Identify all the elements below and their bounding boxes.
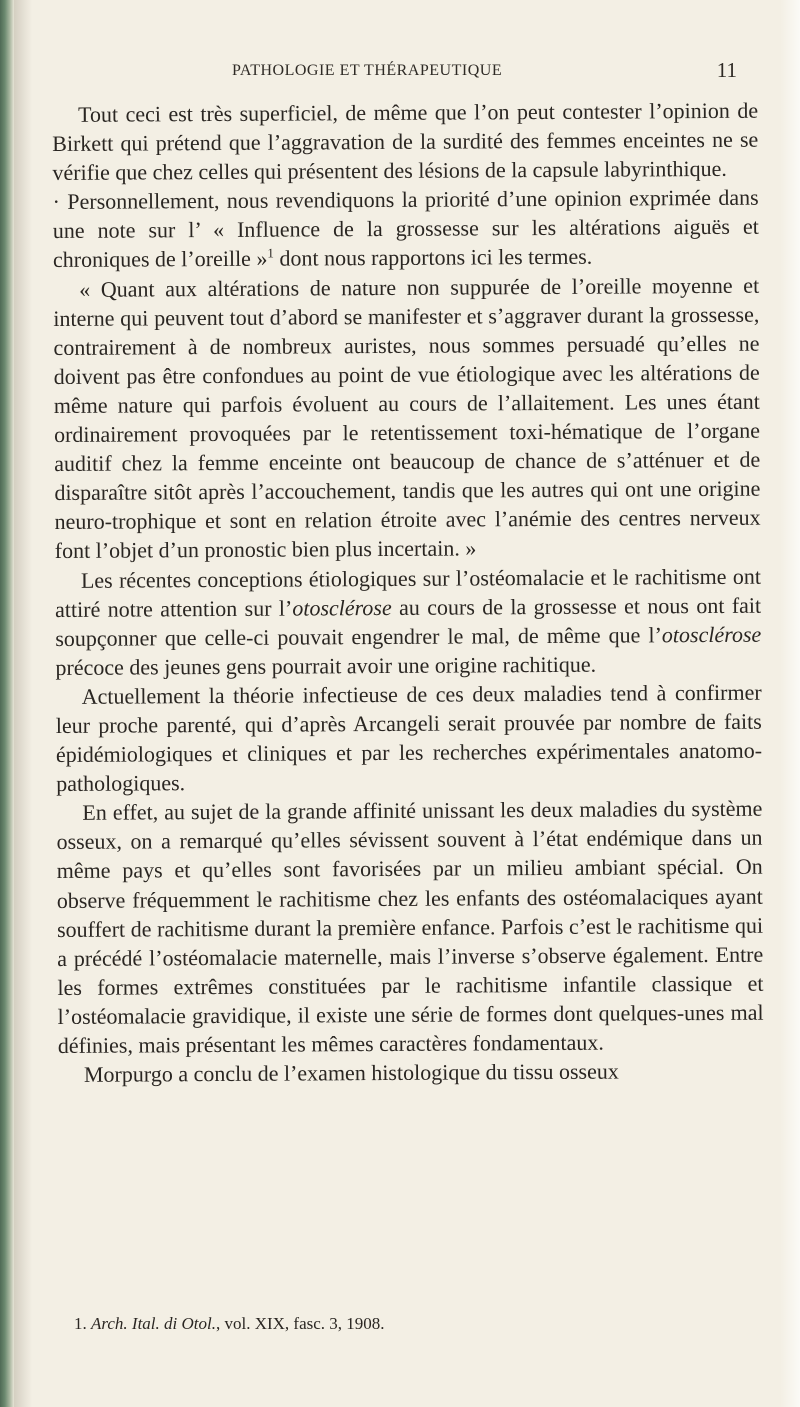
footnote	[74, 1313, 754, 1335]
paragraph-4	[55, 561, 762, 682]
paragraph-7: Morpurgo a conclu de l’examen histologique du tissu osseux	[83, 1058, 619, 1087]
paragraph-2-text: Personnellement, nous revendiquons la priorité d’une opinion exprimée dans une note sur l’ « Influence de la grossesse sur les altérations aiguës et chroniques de l’oreille »	[52, 184, 759, 273]
book-binding-edge	[0, 0, 14, 1407]
footnote-reference: 1	[267, 245, 274, 261]
term-otosclerose-2: otosclérose	[661, 621, 762, 647]
paragraph-1: Tout ceci est très superficiel, de même que l’on peut contester l’opinion de Birkett qui prétend que l’aggravation de la surdité des femmes enceintes ne se vérifie que chez celles qui présentent des lésions de la capsule labyrinthique.	[52, 97, 759, 186]
page-edge	[780, 0, 800, 1407]
paragraph-4-c: précoce des jeunes gens pourrait avoir une origine rachitique.	[55, 651, 597, 680]
page-header	[232, 58, 737, 88]
body-text	[52, 96, 764, 1089]
paragraph-5: Actuellement la théorie infectieuse de ces deux maladies tend à confirmer leur proche parenté, qui d’après Arcangeli serait prouvée par nombre de faits épidémiologiques et cliniques et par les recherches expérimentales anatomo-pathologiques.	[55, 679, 763, 797]
footnote-number: 1.	[74, 1314, 87, 1333]
paragraph-4-b: au cours de la grossesse et nous ont fait soupçonner que celle-ci pouvait engendrer le mal, de même que l’	[55, 592, 762, 651]
paragraph-3-quote: « Quant aux altérations de nature non suppurée de l’oreille moyenne et interne qui peuvent tout d’abord se manifester et s’aggraver durant la grossesse, contrairement à de nombreux auristes, nous sommes persuadé qu’elles ne doivent pas être confondues au point de vue étiologique avec les altérations de même nature qui parfois évoluent au cours de l’allaitement. Les unes étant ordinairement provoquées par le retentissement toxi-hématique de l’organe auditif chez la femme enceinte ont beaucoup de chance de s’atténuer et de disparaître sitôt après l’accouchement, tandis que les autres qui ont une origine neuro-trophique et sont en relation étroite avec l’anémie des centres nerveux font l’objet d’un pronostic bien plus incertain. »	[53, 272, 761, 564]
term-otosclerose-1: otosclérose	[292, 594, 392, 621]
paragraph-2-tail: dont nous rapportons ici les termes.	[273, 244, 593, 272]
running-head: PATHOLOGIE ET THÉRAPEUTIQUE	[232, 62, 503, 79]
gutter-shadow	[14, 0, 32, 1407]
footnote-details: , vol. XIX, fasc. 3, 1908.	[215, 1314, 385, 1333]
page-number: 11	[716, 58, 737, 82]
paragraph-4-a: Les récentes conceptions étiologiques sur l’ostéomalacie et le rachitisme ont attiré notre attention sur l’	[55, 563, 761, 622]
bullet-mark: ·	[52, 189, 61, 215]
paragraph-2	[53, 183, 760, 275]
paragraph-6: En effet, au sujet de la grande affinité unissant les deux maladies du système osseux, on a remarqué qu’elles sévissent souvent à l’état endémique dans un même pays et qu’elles sont favorisées par un milieu ambiant spécial. On observe fréquemment le rachitisme chez les enfants des ostéomalaciques ayant souffert de rachitisme durant la première enfance. Parfois c’est le rachitisme qui a précédé l’ostéomalacie maternelle, mais l’inverse s’observe également. Entre les formes extrêmes constituées par le rachitisme infantile classique et l’ostéomalacie gravidique, il existe une série de formes dont quelques-unes mal définies, mais présentant les mêmes caractères fondamentaux.	[56, 795, 764, 1058]
footnote-journal: Arch. Ital. di Otol.	[91, 1314, 216, 1333]
